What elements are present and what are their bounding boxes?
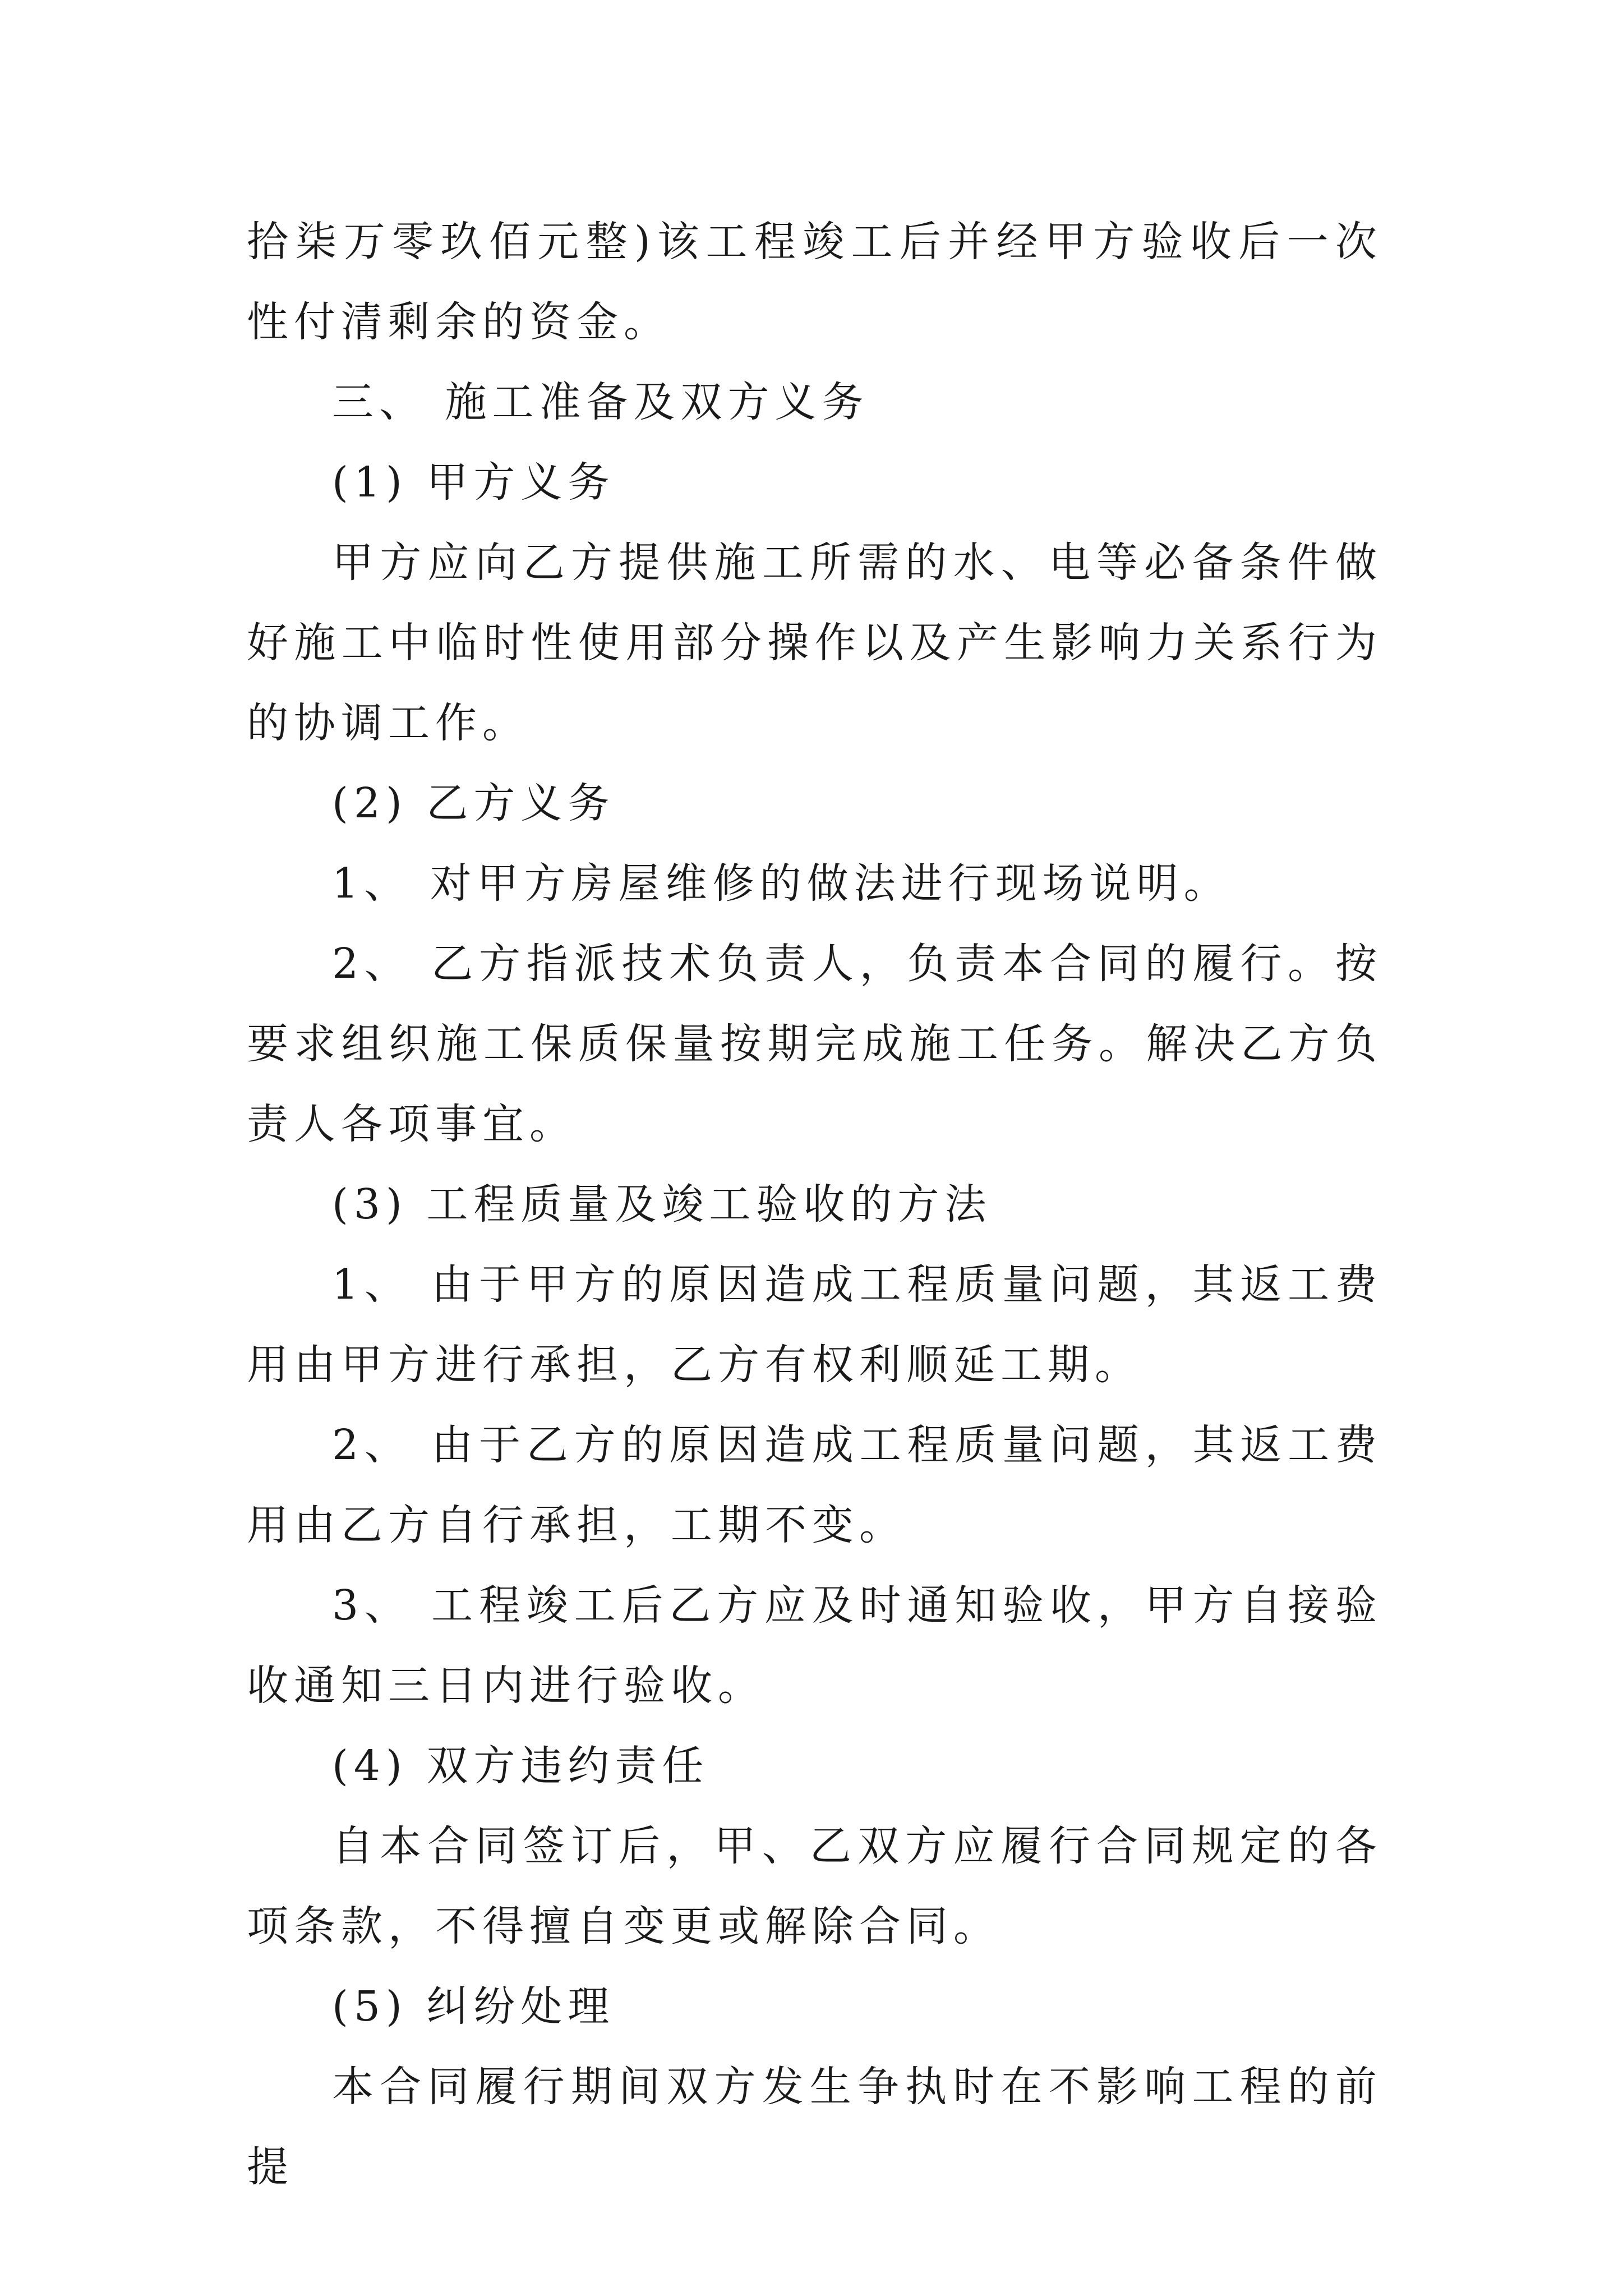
- paragraph-breach-liability: 自本合同签订后，甲、乙双方应履行合同规定的各项条款，不得擅自变更或解除合同。: [247, 1822, 1382, 1950]
- section-heading-construction-prep: 三、 施工准备及双方义务: [332, 378, 869, 426]
- list-item-party-b-2: 2、 乙方指派技术负责人，负责本合同的履行。按要求组织施工保质保量按期完成施工任务。解决乙方负责人各项事宜。: [247, 940, 1382, 1148]
- subheading-breach-liability: (4) 双方违约责任: [332, 1742, 709, 1790]
- subheading-dispute-resolution: (5) 纠纷处理: [332, 1982, 615, 2031]
- subheading-quality-acceptance: (3) 工程质量及竣工验收的方法: [332, 1180, 992, 1228]
- subheading-party-a-obligations: (1) 甲方义务: [332, 458, 615, 507]
- paragraph-dispute-resolution: 本合同履行期间双方发生争执时在不影响工程的前提: [247, 2063, 1382, 2191]
- list-item-quality-1: 1、 由于甲方的原因造成工程质量问题，其返工费用由甲方进行承担，乙方有权利顺延工期。: [247, 1260, 1382, 1389]
- list-item-quality-2: 2、 由于乙方的原因造成工程质量问题，其返工费用由乙方自行承担，工期不变。: [247, 1421, 1382, 1549]
- list-item-party-b-1: 1、 对甲方房屋维修的做法进行现场说明。: [332, 859, 1231, 908]
- list-item-quality-3: 3、 工程竣工后乙方应及时通知验收，甲方自接验收通知三日内进行验收。: [247, 1581, 1382, 1710]
- subheading-party-b-obligations: (2) 乙方义务: [332, 779, 615, 827]
- document-body: [247, 202, 1382, 2207]
- paragraph-party-a-obligations: 甲方应向乙方提供施工所需的水、电等必备条件做好施工中临时性使用部分操作以及产生影响力关系行为的协调工作。: [247, 539, 1382, 747]
- paragraph-payment-terms: 拾柒万零玖佰元整)该工程竣工后并经甲方验收后一次性付清剩余的资金。: [247, 218, 1382, 346]
